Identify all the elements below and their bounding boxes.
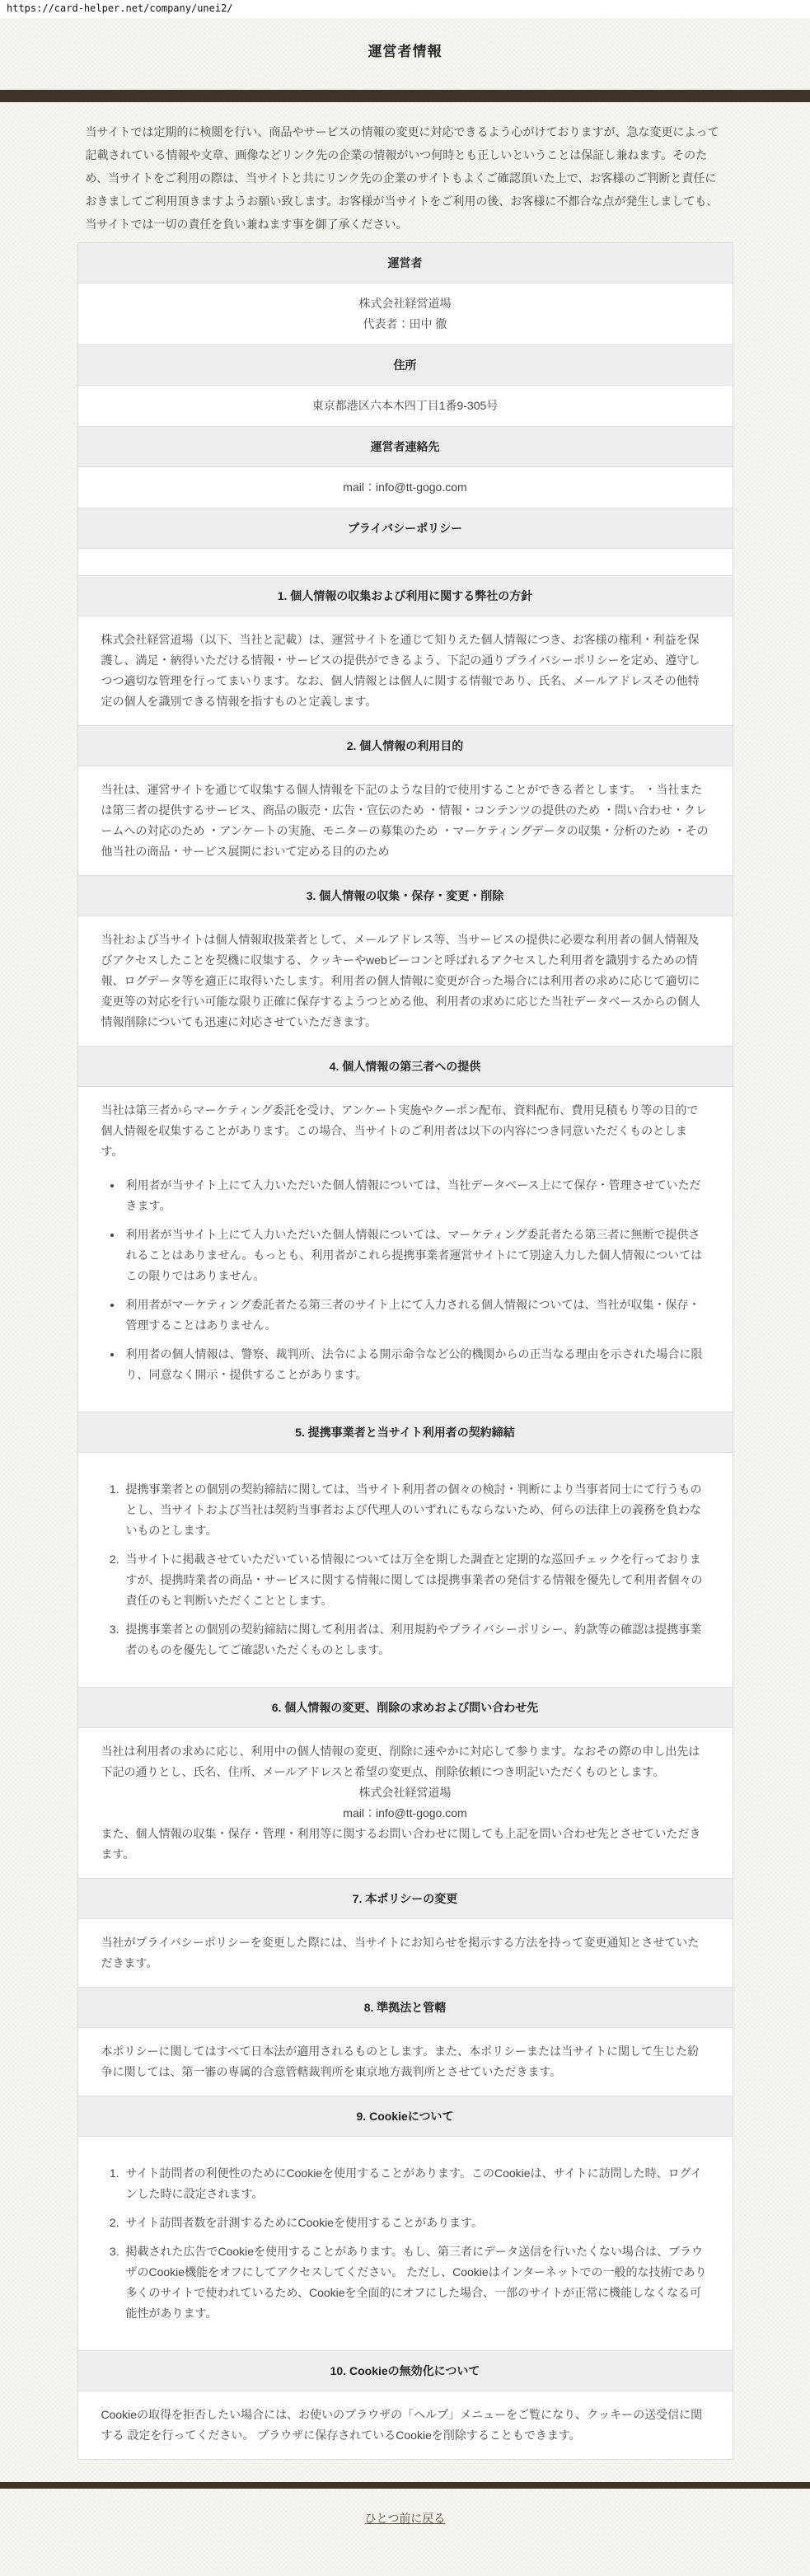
section-title-9: 9. Cookieについて: [356, 2110, 454, 2123]
section-header-9: [78, 2096, 733, 2136]
section-title-5: 5. 提携事業者と当サイト利用者の契約締結: [295, 1426, 515, 1439]
row-privacy-policy-header: [78, 508, 733, 548]
section-body-7: [78, 1918, 733, 1987]
section-header-3: [78, 875, 733, 916]
site-disclaimer-text: 当サイトでは定期的に検閲を行い、商品やサービスの情報の変更に対応できるよう心がけておりますが、急な変更によって記載されている情報や文章、画像などリンク先の企業の情報がいつ何時とも正しいということは保証し兼ねます。そのため、当サイトをご利用の際は、当サイトと共にリンク先の企業のサイトもよくご確認頂いた上で、お客様のご判断と責任におきましてご利用頂きますようお願い致します。お客様が当サイトをご利用の後、お客様に不都合な点が発生しましても、当サイトでは一切の責任を負い兼ねます事を御了承ください。: [85, 125, 719, 231]
section-body-3: [78, 916, 733, 1046]
url-caption-strip: [0, 0, 810, 18]
footer-divider-bar: [0, 2482, 810, 2489]
section-header-10: [78, 2350, 733, 2391]
contact-header-label: 運営者連絡先: [370, 440, 440, 453]
row-empty-spacer: [78, 548, 733, 575]
third-party-bullet-list: [101, 1175, 709, 1385]
section-header-5: [78, 1412, 733, 1452]
section-paragraph-7: 当社がプライバシーポリシーを変更した際には、当サイトにお知らせを掲示する方法を持って変更通知とさせていただきます。: [101, 1936, 700, 1969]
row-operator-value: [78, 283, 733, 344]
section-header-8: [78, 1987, 733, 2027]
section-body-2: [78, 766, 733, 875]
section-paragraph-1: 株式会社経営道場（以下、当社と記載）は、運営サイトを通じて知りえた個人情報につき、お客様の権利・利益を保護し、満足・納得いただける情報・サービスの提供ができるよう、下記の通りプライバシーポリシーを定め、遵守しつつ適切な管理を行ってまいります。なお、個人情報とは個人に関する情報であり、氏名、メールアドレスその他特定の個人を識別できる情報を指すものと定義します。: [101, 633, 700, 708]
row-address-header: [78, 344, 733, 385]
section-paragraph-6: 当社は利用者の求めに応じ、利用中の個人情報の変更、削除に速やかに対応して参ります。なおその際の申し出先は下記の通りとし、氏名、住所、メールアドレスと希望の変更点、削除依頼につき明記いただくものとします。: [101, 1745, 700, 1778]
numbered-item: 3. 掲載された広告でCookieを使用することがあります。もし、第三者にデータ送信を行いたくない場合は、ブラウザのCookie機能をオフにしてアクセスしてください。 ただし、Cookieはインターネットでの一般的な技術であり多くのサイトで使われているため、Cookieを全面的にオフにした場合、一部のサイトが正常に機能しなくなる可能性があります。: [123, 2241, 709, 2324]
contact-company-email: mail：info@tt-gogo.com: [343, 1806, 467, 1820]
section-title-2: 2. 個人情報の利用目的: [346, 739, 464, 752]
section-title-10: 10. Cookieの無効化について: [330, 2364, 480, 2377]
section-title-1: 1. 個人情報の収集および利用に関する弊社の方針: [277, 589, 533, 602]
section-title-8: 8. 準拠法と管轄: [363, 2001, 447, 2014]
page-title: 運営者情報: [368, 44, 442, 59]
main-content: [77, 120, 733, 2460]
operator-header-label: 運営者: [387, 256, 423, 269]
bullet-item: • 利用者がマーケティング委託者たる第三者のサイト上にて入力される個人情報については、当社が収集・保存・管理することはありません。: [123, 1295, 709, 1336]
operator-name: 株式会社経営道場: [358, 297, 452, 310]
section-paragraph-3: 当社および当サイトは個人情報取扱業者として、メールアドレス等、当サービスの提供に必要な利用者の個人情報及びアクセスしたことを契機に収集する、クッキーやwebビーコンと呼ばれるアクセスした利用者を識別するための情報、ログデータ等を適正に取得いたします。利用者の個人情報に変更が合った場合には利用者の求めに応じて適切に変更等の対応を行い可能な限り正確に保存するようつとめる他、利用者の求めに応じた当社データベースからの個人情報削除についても迅速に対応させていただきます。: [101, 933, 700, 1028]
section-title-6: 6. 個人情報の変更、削除の求めおよび問い合わせ先: [271, 1701, 539, 1714]
operator-representative: 代表者：田中 徹: [363, 317, 447, 330]
contact-company-name: 株式会社経営道場: [358, 1786, 452, 1799]
row-operator-header: [78, 243, 733, 283]
section-body-10: [78, 2391, 733, 2459]
section-paragraph-10: Cookieの取得を拒否したい場合には、お使いのブラウザの「ヘルプ」メニューをご覧になり、クッキーの送受信に関する 設定を行ってください。 ブラウザに保存されているCookieを削除することもできます。: [101, 2408, 703, 2442]
contract-numbered-list: [101, 1479, 709, 1660]
numbered-item: 2. サイト訪問者数を計測するためにCookieを使用することがあります。: [123, 2213, 709, 2233]
privacy-policy-header-label: プライバシーポリシー: [347, 522, 463, 535]
section-paragraph-6b: また、個人情報の収集・保存・管理・利用等に関するお問い合わせに関しても上記を問い合わせ先とさせていただきます。: [101, 1827, 701, 1861]
numbered-item: 1. サイト訪問者の利便性のためにCookieを使用することがあります。このCookieは、サイトに訪問した時、ログインした時に設定されます。: [123, 2163, 709, 2204]
page-footer: [0, 2489, 810, 2576]
page-header: [0, 18, 810, 90]
url-caption: https://card-helper.net/company/unei2/: [7, 2, 233, 14]
section-paragraph-2: 当社は、運営サイトを通じて収集する個人情報を下記のような目的で使用することができる者とします。 ・当社または第三者の提供するサービス、商品の販売・広告・宣伝のため ・情報・コンテンツの提供のため ・問い合わせ・クレームへの対応のため ・アンケートの実施、モニターの募集のため ・マーケティングデータの収集・分析のため ・その他当社の商品・サービス展開において定める目的のため: [101, 783, 709, 858]
section-body-5: [78, 1452, 733, 1687]
section-body-4: [78, 1086, 733, 1412]
row-contact-value: [78, 466, 733, 508]
section-header-7: [78, 1878, 733, 1918]
numbered-item: 3. 提携事業者との個別の契約締結に関して利用者は、利用規約やプライバシーポリシー、約款等の確認は提携事業者のものを優先してご確認いただくものとします。: [123, 1619, 709, 1660]
cookie-numbered-list: [101, 2163, 709, 2324]
address-header-label: 住所: [393, 358, 417, 372]
section-body-1: [78, 616, 733, 725]
numbered-item: 1. 提携事業者との個別の契約締結に関しては、当サイト利用者の個々の検討・判断により当事者同士にて行うものとし、当サイトおよび当社は契約当事者および代理人のいずれにもならないため、何らの法律上の義務を負わないものとします。: [123, 1479, 709, 1541]
section-title-4: 4. 個人情報の第三者への提供: [329, 1060, 481, 1073]
back-link[interactable]: ひとつ前に戻る: [364, 2512, 446, 2525]
section-body-6: [78, 1727, 733, 1878]
section-body-8: [78, 2027, 733, 2096]
header-divider-bar: [0, 90, 810, 102]
row-contact-header: [78, 426, 733, 466]
contact-email: mail：info@tt-gogo.com: [343, 480, 467, 494]
section-paragraph-8: 本ポリシーに関してはすべて日本法が適用されるものとします。また、本ポリシーまたは当サイトに関して生じた紛争に関しては、第一審の専属的合意管轄裁判所を東京地方裁判所とさせていただきます。: [101, 2044, 700, 2078]
operator-info-table: [77, 242, 733, 2460]
section-body-9: [78, 2136, 733, 2350]
section-header-4: [78, 1046, 733, 1086]
bullet-item: • 利用者が当サイト上にて入力いただいた個人情報については、マーケティング委託者たる第三者に無断で提供されることはありません。もっとも、利用者がこれら提携事業者運営サイトにて別途入力した個人情報についてはこの限りではありません。: [123, 1225, 709, 1286]
bullet-item: • 利用者が当サイト上にて入力いただいた個人情報については、当社データベース上にて保存・管理させていただきます。: [123, 1175, 709, 1216]
numbered-item: 2. 当サイトに掲載させていただいている情報については万全を期した調査と定期的な巡回チェックを行っておりますが、提携時業者の商品・サービスに関する情報に関しては提携事業者の発信する情報を優先して利用者個々の責任のもと判断いただくこととします。: [123, 1549, 709, 1611]
section-header-6: [78, 1687, 733, 1727]
address-value: 東京都港区六本木四丁目1番9-305号: [311, 399, 499, 412]
section-paragraph-4: 当社は第三者からマーケティング委託を受け、アンケート実施やクーポン配布、資料配布、費用見積もり等の目的で個人情報を収集することがあります。この場合、当サイトのご利用者は以下の内容につき同意いただくものとします。: [101, 1103, 699, 1158]
section-title-7: 7. 本ポリシーの変更: [352, 1892, 458, 1905]
section-header-2: [78, 725, 733, 766]
section-header-1: [78, 575, 733, 616]
row-address-value: [78, 385, 733, 426]
section-title-3: 3. 個人情報の収集・保存・変更・削除: [306, 889, 504, 902]
bullet-item: • 利用者の個人情報は、警察、裁判所、法令による開示命令など公的機関からの正当なる理由を示された場合に限り、同意なく開示・提供することがあります。: [123, 1344, 709, 1385]
